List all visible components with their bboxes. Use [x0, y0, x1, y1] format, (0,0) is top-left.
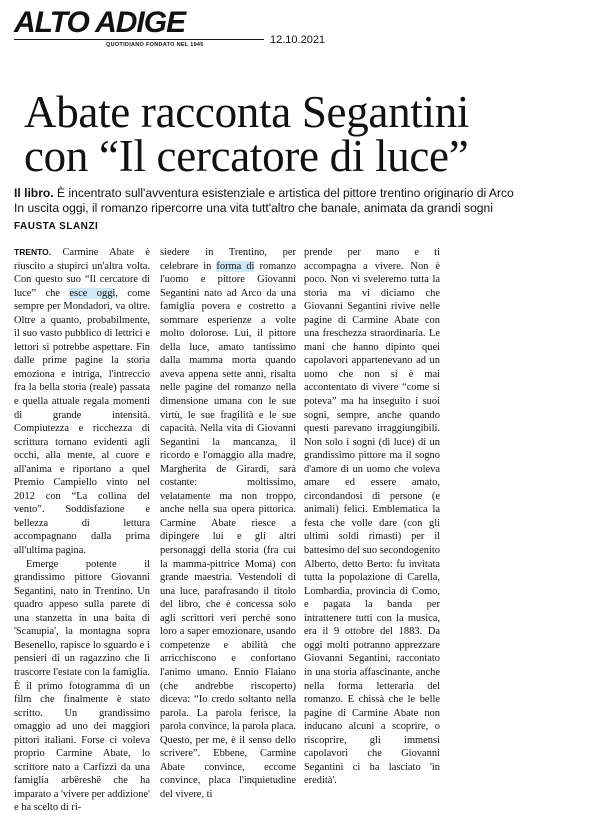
article-paragraph — [14, 246, 150, 558]
subhead-line-1 — [14, 186, 594, 201]
masthead — [14, 6, 594, 48]
issue-date: 12.10.2021 — [270, 34, 326, 46]
dateline: TRENTO. — [14, 247, 52, 257]
paragraph-text: siedere in Trentino, per celebrare in — [160, 247, 296, 272]
highlighted-text: forma di — [216, 260, 255, 272]
article-headline — [24, 87, 594, 181]
article-column-2 — [160, 246, 296, 801]
subhead-line-2: In uscita oggi, il romanzo ripercorre una vita tutt'altro che banale, animata da grandi sogni — [14, 201, 493, 215]
newspaper-title: ALTO ADIGE — [14, 6, 186, 39]
highlighted-text: esce oggi — [69, 287, 116, 299]
paragraph-text: Carmine Abate è riuscito a stupirci un'altra volta. Con questo suo “Il cercatore di luce” che — [14, 247, 150, 299]
headline-line-1: Abate racconta Segantini — [24, 87, 470, 137]
subhead-line-1-text: È incentrato sull'avventura esistenziale e artistica del pittore trentino originario di Arco — [53, 186, 514, 200]
article-subhead — [14, 186, 594, 216]
subhead-kicker: Il libro. — [14, 186, 54, 200]
article-paragraph: prende per mano e ti accompagna a vivere. Non è poco. Non vi sveleremo tutta la storia ma vi diciamo che Giovanni Segantini rivive nelle pagine di Carmine Abate con una freschezza straordinaria. Le mani che hanno dipinto quei capolavori appartenevano ad un uomo che non si è mai accontentato di vivere “come si poteva” ma ha inseguito i suoi sogni, sempre, anche quando questi parevano irraggiungibili. Non solo i sogni (di luce) di un grandissimo pittore ma il sogno d'amore di un uomo che voleva amare ed essere amato, circondandosi di persone (e animali) felici. Emblematica la festa che volle dare (con gli ultimi soldi rimasti) per il battesimo del suo secondogenito Alberto, detto Berto: fu invitata tutta la popolazione di Carella, Lombardia, provincia di Como, e pagata la banda per intrattenere tutti con la musica, era il 9 ottobre del 1883. Da oggi molti potranno apprezzare Giovanni Segantini, raccontato in una storia affascinante, anche nella forma letteraria del romanzo. E chissà che le belle pagine di Carmine Abate non inducano alcuni a scoprire, o riscoprire, gli immensi capolavori che Giovanni Segantini ci ha lasciato 'in eredità'. — [304, 247, 440, 787]
masthead-rule — [14, 39, 264, 40]
article-paragraph — [160, 246, 296, 801]
article-column-3 — [304, 246, 440, 788]
paragraph-text: romanzo l'uomo e pittore Giovanni Segantini nato ad Arco da una famiglia povera e costretto a sommare esperienze a volte molto dolorose. Lui, il pittore della luce, amato tantissimo dalla mamma morta quando aveva appena sette anni, risalta nelle pagine del romanzo nella dimensione umana con le sue virtù, le sue fragilità e le sue capacità. Nella vita di Giovanni Segantini la mancanza, il ricordo e l'omaggio alla madre, Margherita de Girardi, sarà costante: moltissimo, velatamente ma non troppo, anche nella sua opera pittorica. Carmine Abate riesce a dipingere lui e gli altri personaggi della storia (fra cui la mamma-pittrice Moma) con grande maestria. Vestendoli di una luce, parafrasando il titolo del libro, che è concessa solo agli scrittori veri perché sono loro a saper emozionare, usando competenze e abilità che arricchiscono e confortano l'animo umano. Ennio Flaiano (che andrebbe riscoperto) diceva: “Io credo soltanto nella parola. La parola ferisce, la parola convince, la parola placa. Questo, per me, è il senso dello scrivere”. Ebbene, Carmine Abate convince, eccome convince, placa l'inquietudine del vivere, ti — [160, 260, 296, 800]
author-byline: FAUSTA SLANZI — [14, 221, 99, 232]
article-column-1 — [14, 246, 150, 815]
newspaper-tagline: QUOTIDIANO FONDATO NEL 1945 — [106, 42, 204, 48]
headline-line-2: con “Il cercatore di luce” — [24, 131, 469, 181]
article-paragraph: Emerge potente il grandissimo pittore Giovanni Segantini, nato in Trentino. Un quadro appeso sulla parete di una stanzetta in una baita di 'Scanupia', la montagna sopra Besenello, rapisce lo sguardo e i pensieri di un ragazzino che lì trascorre l'estate con la famiglia. È il primo fotogramma di un film che finalmente è stato scritto. Un grandissimo omaggio ad uno dei maggiori pittori italiani. Forse ci voleva proprio Carmine Abate, lo scrittore nato a Carfizzi da una famiglia arbëreshë che ha imparato a 'vivere per addizione' e ha scelto di ri- — [14, 558, 150, 814]
paragraph-text: , come sempre per Mondadori, va oltre. Oltre a quanto, probabilmente, il suo vasto pubblico di lettrici e lettori si potrebbe aspettare. Fin dalle prime pagine la storia emoziona e intriga, l'intreccio fra la bella storia (reale) passata e quella attuale regala momenti di grande intensità. Compiutezza e ricchezza di scrittura tornano evidenti agli occhi, alla mente, al cuore e all'anima e riportano a quel Premio Campiello vinto nel 2012 con “La collina del vento”. Soddisfazione e bellezza di lettura accompagnano dalla prima all'ultima pagina. — [14, 287, 150, 557]
